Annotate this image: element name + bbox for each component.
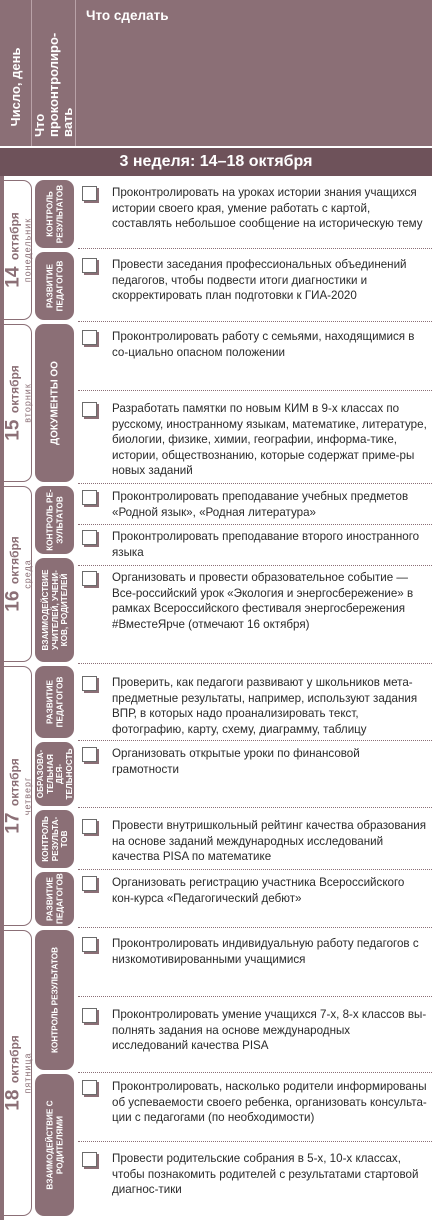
week-title: 3 неделя: 14–18 октября	[0, 148, 432, 176]
category-label: ВЗАИМОДЕЙСТВИЕ УЧИТЕЛЕЙ, УЧЕНИ-КОВ, РОДИТЕЛЕЙ	[40, 569, 69, 651]
day-number: 15	[2, 419, 23, 441]
day-weekday: четверг	[22, 776, 32, 816]
day-weekday: пятница	[22, 1052, 32, 1094]
task-text: Проконтролировать индивидуальную работу педагогов с низкомотивированными учащимися	[112, 937, 419, 966]
task-checkbox[interactable]	[82, 937, 97, 952]
day-month: октября	[7, 212, 21, 261]
category-label: РАЗВИТИЕ ПЕДАГОГОВ	[45, 873, 64, 924]
row-divider	[78, 1141, 432, 1142]
task-text: Проконтролировать преподавание второго иностранного языка	[112, 530, 420, 559]
category-label: КОНТРОЛЬ РЕ-ЗУЛЬТАТОВ	[45, 489, 64, 551]
task-checkbox[interactable]	[82, 490, 97, 505]
header-todo-label: Что сделать	[86, 8, 169, 23]
category-badge	[35, 810, 74, 868]
category-label: РАЗВИТИЕ ПЕДАГОГОВ	[45, 676, 64, 728]
task-checkbox[interactable]	[82, 530, 97, 545]
task-text: Провести внутришкольный рейтинг качества образования на основе заданий международных исследований качества PISA по математике	[112, 819, 426, 863]
task-checkbox[interactable]	[82, 402, 97, 417]
task-checkbox[interactable]	[82, 1152, 97, 1167]
header-check-label: Что проконтролиро-вать	[31, 32, 75, 137]
task-text: Провести заседания профессиональных объединений педагогов, чтобы подвести итоги диагностики и скорректировать план подготовки к ГИА-2020	[112, 258, 407, 302]
category-label: РАЗВИТИЕ ПЕДАГОГОВ	[45, 260, 64, 312]
category-badge	[35, 666, 74, 738]
task-text: Организовать регистрацию участника Всероссийского кон-курса «Педагогический дебют»	[112, 876, 405, 905]
table-header	[0, 0, 432, 146]
task-checkbox[interactable]	[82, 330, 97, 345]
row-divider	[78, 663, 432, 664]
day-weekday: вторник	[22, 383, 32, 423]
day-badge-18	[4, 930, 32, 1216]
task-text: Проверить, как педагоги развивают у школьников мета-предметные результаты, например, используют задания ВПР, в которых надо проанализировать текст, фотографию, карту, схему, диаграмму, таблицу	[112, 676, 418, 736]
row-divider	[78, 807, 432, 808]
day-badge-16	[4, 486, 32, 662]
category-badge	[35, 252, 74, 320]
category-label: КОНТРОЛЬ РЕЗУЛЬТА-ТОВ	[40, 816, 69, 862]
category-badge	[35, 486, 74, 554]
category-badge	[35, 930, 74, 1070]
day-weekday: понедельник	[22, 217, 32, 283]
row-divider	[78, 390, 432, 391]
category-badge	[35, 742, 74, 806]
row-divider	[78, 927, 432, 928]
day-badge-17	[4, 666, 32, 926]
header-date-column	[0, 0, 32, 146]
header-check-column	[32, 0, 76, 146]
day-badge-15	[4, 324, 32, 482]
task-text: Проконтролировать, насколько родители информированы об успеваемости своего ребенка, организовать консульта-ции с педагогами (по необходимости)	[112, 1080, 427, 1124]
task-text: Проконтролировать на уроках истории знания учащихся истории своего края, умение работать с картой, составлять небольшое сообщение на историческую тему	[112, 186, 423, 230]
category-label: КОНТРОЛЬ РЕЗУЛЬТАТОВ	[45, 184, 64, 244]
day-month: октября	[7, 758, 21, 807]
category-badge	[35, 558, 74, 662]
task-text: Провести родительские собрания в 5-х, 10-х классах, чтобы познакомить родителей с результатами стартовой диагнос-тики	[112, 1152, 419, 1196]
header-date-label: Число, день	[7, 47, 23, 127]
task-checkbox[interactable]	[82, 1008, 97, 1023]
day-month: октября	[7, 536, 21, 585]
row-divider	[78, 524, 432, 525]
category-label: ОБРАЗОВА-ТЕЛЬНАЯ ДЕЯ-ТЕЛЬНОСТЬ	[35, 748, 73, 800]
task-checkbox[interactable]	[82, 876, 97, 891]
task-checkbox[interactable]	[82, 676, 97, 691]
task-text: Проконтролировать умение учащихся 7-х, 8-х классов вы-полнять задания на основе международных исследований качества PISA	[112, 1008, 427, 1052]
day-number: 16	[2, 590, 23, 612]
row-divider	[78, 996, 432, 997]
category-label: ВЗАИМОДЕЙСТВИЕ С РОДИТЕЛЯМИ	[45, 1100, 64, 1190]
category-label: КОНТРОЛЬ РЕЗУЛЬТАТОВ	[49, 946, 59, 1054]
day-badge-14	[4, 180, 32, 320]
task-text: Организовать открытые уроки по финансовой грамотности	[112, 747, 360, 776]
task-checkbox[interactable]	[82, 186, 97, 201]
day-month: октября	[7, 365, 21, 414]
task-checkbox[interactable]	[82, 258, 97, 273]
day-number: 17	[2, 812, 23, 834]
day-number: 18	[2, 1089, 23, 1111]
row-divider	[78, 869, 432, 870]
category-badge	[35, 1074, 74, 1216]
day-month: октября	[7, 1035, 21, 1084]
category-badge	[35, 324, 74, 482]
task-checkbox[interactable]	[82, 1080, 97, 1095]
row-divider	[78, 321, 432, 322]
category-badge	[35, 180, 74, 248]
task-checkbox[interactable]	[82, 747, 97, 762]
row-divider	[78, 740, 432, 741]
task-text: Проконтролировать преподавание учебных предметов «Родной язык», «Родная литература»	[112, 490, 409, 519]
category-badge	[35, 872, 74, 926]
row-divider	[78, 248, 432, 249]
task-text: Организовать и провести образовательное событие — Все-российский урок «Экология и энергосбережение» в рамках Всероссийского фестиваля энергосбережения #ВместеЯрче (отмечают 16 октября)	[112, 571, 414, 631]
category-label: ДОКУМЕНТЫ ОО	[48, 361, 60, 445]
row-divider	[78, 483, 432, 484]
task-checkbox[interactable]	[82, 571, 97, 586]
day-weekday: среда	[22, 559, 32, 589]
day-number: 14	[2, 266, 23, 288]
row-divider	[78, 565, 432, 566]
row-divider	[78, 1072, 432, 1073]
task-text: Разработать памятки по новым КИМ в 9-х классах по русскому, иностранному языкам, математике, литературе, биологии, физике, химии, географии, информа-тике, истории, обществознанию, которые содержат приме-ры новых заданий	[112, 402, 427, 477]
task-checkbox[interactable]	[82, 819, 97, 834]
task-text: Проконтролировать работу с семьями, находящимися в со-циально опасном положении	[112, 330, 415, 359]
